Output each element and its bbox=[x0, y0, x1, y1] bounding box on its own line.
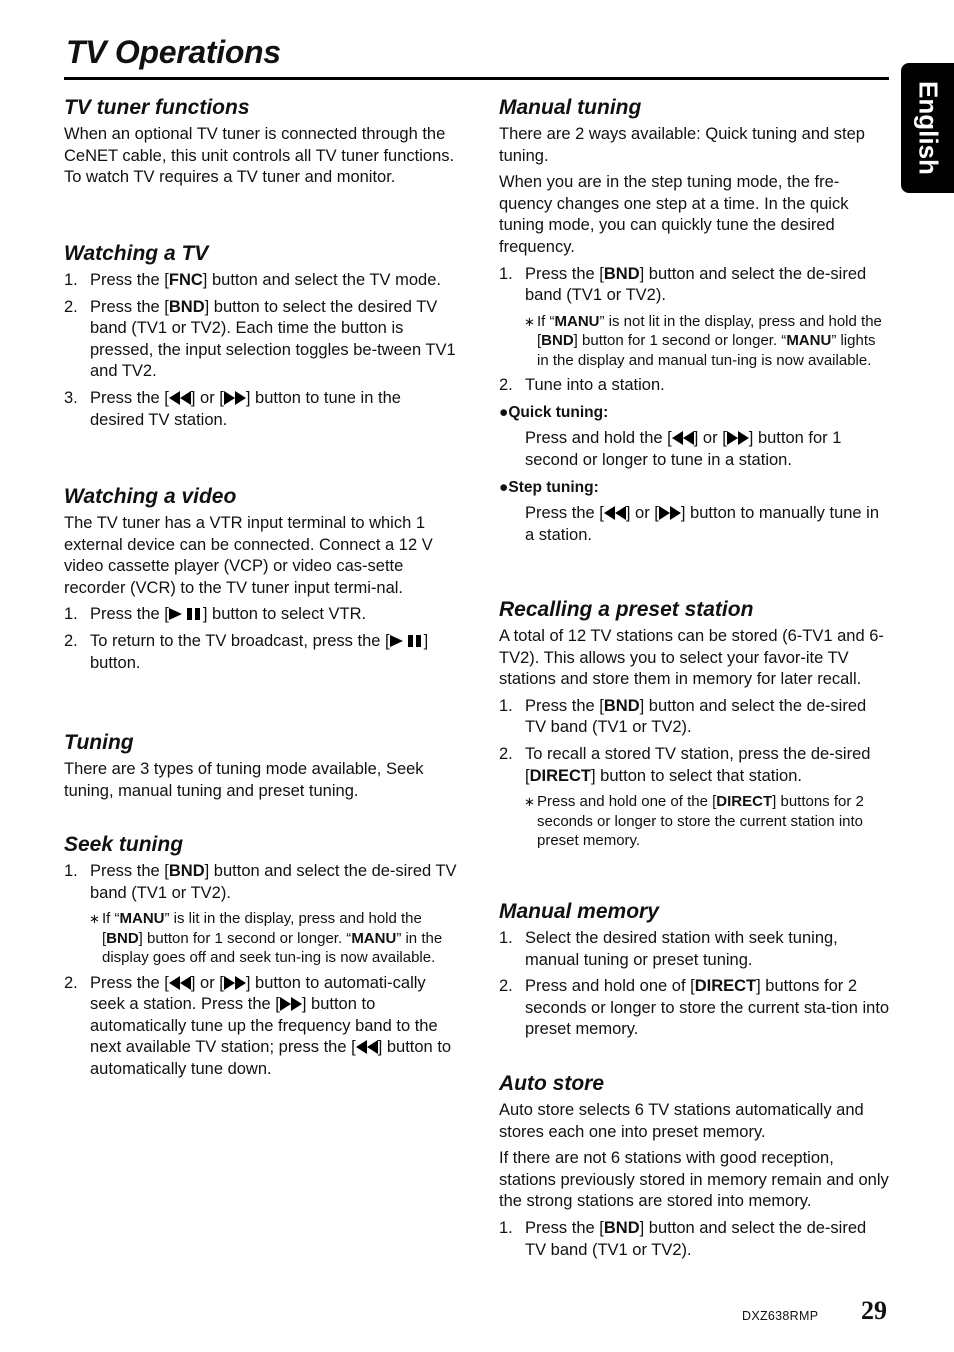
model-number: DXZ638RMP bbox=[742, 1309, 819, 1323]
page-number: 29 bbox=[861, 1296, 887, 1325]
bullet-heading: ●Step tuning: bbox=[499, 478, 599, 496]
text: Press the [ bbox=[90, 271, 169, 289]
indicator-label: MANU bbox=[786, 332, 832, 350]
list-item bbox=[499, 928, 891, 971]
note bbox=[64, 909, 458, 968]
play-pause-icon bbox=[169, 607, 203, 621]
text: Tune into a station. bbox=[525, 376, 665, 395]
step-list bbox=[499, 375, 891, 397]
section-heading: Recalling a preset station bbox=[499, 598, 754, 621]
bullet-text bbox=[499, 428, 891, 471]
asterisk: ∗ bbox=[524, 313, 535, 329]
button-label: FNC bbox=[168, 271, 203, 289]
item-number: 2. bbox=[499, 376, 513, 395]
item-number: 1. bbox=[499, 929, 513, 947]
rewind-icon bbox=[604, 506, 626, 520]
section-watching-a-tv bbox=[64, 238, 458, 436]
text: ] or [ bbox=[693, 429, 727, 448]
section-heading: Watching a TV bbox=[64, 242, 209, 265]
item-number: 2. bbox=[499, 977, 513, 996]
list-item bbox=[499, 264, 891, 307]
text: ] button to select the desired TV band (TV1 or TV2). Each time the button is pressed, the input selection toggles be-tween TV1 and TV2. bbox=[90, 297, 456, 381]
rewind-icon bbox=[356, 1040, 378, 1054]
section-heading: Seek tuning bbox=[64, 833, 184, 856]
list-item bbox=[64, 604, 458, 626]
list-item bbox=[499, 976, 891, 1041]
text: ] button to tune in the desired TV station. bbox=[90, 388, 401, 429]
bullet-heading: ●Quick tuning: bbox=[499, 403, 609, 421]
text: Press the [ bbox=[525, 696, 604, 715]
text: Press the [ bbox=[90, 973, 169, 992]
text: ] buttons for 2 seconds or longer to store the current station into preset memory. bbox=[537, 793, 864, 850]
asterisk: ∗ bbox=[89, 911, 100, 927]
text: ] button. bbox=[90, 631, 429, 672]
section-auto-store bbox=[499, 1068, 891, 1266]
button-label: BND bbox=[603, 1218, 640, 1237]
paragraph: When you are in the step tuning mode, the fre-quency changes one step at a time. In the quick tuning mode, you can quickly tune the desired frequency. bbox=[499, 173, 849, 256]
text: ] button to automati-cally seek a station. Press the [ bbox=[90, 973, 426, 1014]
list-item bbox=[64, 388, 458, 431]
list-item bbox=[64, 973, 458, 1081]
item-number: 2. bbox=[499, 744, 513, 763]
fast-forward-icon bbox=[224, 391, 246, 405]
button-label: BND bbox=[541, 332, 574, 350]
list-item bbox=[499, 375, 891, 397]
text: If “ bbox=[102, 910, 120, 928]
section-heading: Manual memory bbox=[499, 900, 659, 923]
text: ] button and select the de-sired TV band (TV1 or TV2). bbox=[525, 1218, 867, 1259]
fast-forward-icon bbox=[280, 997, 302, 1011]
text: To return to the TV broadcast, press the [ bbox=[90, 631, 390, 650]
item-number: 1. bbox=[499, 264, 513, 283]
item-number: 3. bbox=[64, 388, 78, 407]
item-number: 2. bbox=[64, 631, 78, 650]
paragraph: There are 3 types of tuning mode available, Seek tuning, manual tuning and preset tuning. bbox=[64, 760, 424, 800]
step-list bbox=[499, 1218, 891, 1261]
item-number: 1. bbox=[499, 696, 513, 715]
rewind-icon bbox=[672, 431, 694, 445]
list-item bbox=[499, 696, 891, 739]
section-heading: Tuning bbox=[64, 731, 134, 754]
text: ] button to manually tune in a station. bbox=[525, 504, 880, 544]
note bbox=[499, 312, 891, 371]
paragraph: There are 2 ways available: Quick tuning and step tuning. bbox=[499, 125, 865, 165]
text: ” is lit in the display, press and hold the [ bbox=[102, 910, 422, 947]
paragraph: A total of 12 TV stations can be stored (6-TV1 and 6-TV2). This allows you to select your favor-ite TV stations and store them in memory for later recall. bbox=[499, 627, 884, 689]
text: ] button for 1 second or longer. “ bbox=[573, 332, 787, 350]
text: Press the [ bbox=[90, 605, 169, 624]
text: ] button to select VTR. bbox=[202, 605, 367, 624]
paragraph: The TV tuner has a VTR input terminal to which 1 external device can be connected. Connect a 12 V video cassette player (VCP) or video cas-sette recorder (VCR) to the TV tuner input termi-nal. bbox=[64, 514, 433, 597]
fast-forward-icon bbox=[727, 431, 749, 445]
step-list bbox=[499, 264, 891, 307]
paragraph: When an optional TV tuner is connected through the CeNET cable, this unit controls all TV tuner functions. To watch TV requires a TV tuner and monitor. bbox=[64, 125, 455, 187]
section-manual-memory bbox=[499, 896, 891, 1046]
language-tab-label: English bbox=[913, 81, 943, 175]
list-item bbox=[64, 297, 458, 383]
text: ] button for 1 second or longer. “ bbox=[138, 929, 352, 947]
button-label: BND bbox=[603, 696, 640, 715]
fast-forward-icon bbox=[659, 506, 681, 520]
text: If “ bbox=[537, 312, 555, 330]
text: ] button to automatically tune up the frequency band to the next available TV station; press the [ bbox=[90, 995, 438, 1057]
list-item bbox=[64, 270, 458, 292]
text: ] button and select the de-sired TV band (TV1 or TV2). bbox=[90, 862, 457, 902]
item-number: 1. bbox=[64, 271, 78, 289]
step-list bbox=[64, 604, 458, 674]
text: Press the [ bbox=[90, 862, 169, 880]
text: ] button to automatically tune down. bbox=[90, 1038, 452, 1079]
button-label: BND bbox=[603, 264, 640, 283]
text: ] or [ bbox=[190, 388, 224, 407]
title-rule bbox=[64, 77, 889, 80]
text: Select the desired station with seek tuning, manual tuning or preset tuning. bbox=[525, 929, 838, 969]
text: ” in the display goes off and seek tun-ing is now available. bbox=[102, 929, 443, 967]
step-list bbox=[64, 861, 458, 904]
text: ] button and select the de-sired band (TV1 or TV2). bbox=[525, 264, 867, 305]
item-number: 1. bbox=[64, 605, 78, 624]
list-item bbox=[499, 1218, 891, 1261]
text: ] button for 1 second or longer to tune in a station. bbox=[525, 429, 842, 470]
section-recalling-a-preset-station bbox=[499, 594, 891, 856]
play-pause-icon bbox=[390, 634, 424, 648]
text: Press and hold one of [ bbox=[525, 977, 695, 996]
text: ] button and select the TV mode. bbox=[202, 271, 441, 289]
text: ” is not lit in the display, press and hold the [ bbox=[537, 312, 882, 350]
text: To recall a stored TV station, press the de-sired [ bbox=[525, 744, 871, 785]
button-label: BND bbox=[168, 297, 205, 316]
item-number: 2. bbox=[64, 973, 78, 992]
item-number: 1. bbox=[499, 1218, 513, 1237]
indicator-label: MANU bbox=[351, 929, 397, 947]
language-tab bbox=[901, 63, 954, 193]
section-tuning bbox=[64, 727, 458, 807]
rewind-icon bbox=[169, 976, 191, 990]
list-item bbox=[499, 744, 891, 787]
text: Press and hold the [ bbox=[525, 429, 672, 448]
list-item bbox=[64, 631, 458, 674]
paragraph: If there are not 6 stations with good reception, stations previously stored in memory remain and only the strong stations are stored into memory. bbox=[499, 1149, 889, 1211]
note bbox=[499, 792, 891, 851]
button-label: DIRECT bbox=[694, 977, 757, 996]
item-number: 1. bbox=[64, 862, 78, 880]
bullet-text bbox=[499, 503, 891, 546]
indicator-label: MANU bbox=[554, 312, 600, 330]
section-heading: Watching a video bbox=[64, 485, 237, 508]
button-label: BND bbox=[106, 929, 139, 947]
text: ] button and select the de-sired TV band (TV1 or TV2). bbox=[525, 696, 867, 737]
rewind-icon bbox=[169, 391, 191, 405]
text: Press the [ bbox=[525, 264, 604, 283]
text: ” lights in the display and manual tun-ing is now available. bbox=[537, 332, 876, 369]
section-heading: Auto store bbox=[499, 1072, 604, 1095]
section-heading: TV tuner functions bbox=[64, 96, 250, 119]
button-label: BND bbox=[168, 862, 205, 880]
item-number: 2. bbox=[64, 297, 78, 316]
step-list bbox=[64, 270, 458, 431]
text: Press and hold one of the [ bbox=[537, 793, 717, 811]
fast-forward-icon bbox=[224, 976, 246, 990]
list-item bbox=[64, 861, 458, 904]
text: Press the [ bbox=[90, 297, 169, 316]
button-label: DIRECT bbox=[529, 766, 592, 785]
asterisk: ∗ bbox=[524, 794, 535, 810]
section-manual-tuning bbox=[499, 92, 891, 551]
text: ] or [ bbox=[190, 973, 224, 992]
text: Press the [ bbox=[525, 504, 604, 523]
step-list bbox=[64, 973, 458, 1081]
section-tv-tuner-functions bbox=[64, 92, 458, 194]
text: Press the [ bbox=[525, 1218, 604, 1237]
section-watching-a-video bbox=[64, 481, 458, 679]
text: ] buttons for 2 seconds or longer to store the current sta-tion into preset memory. bbox=[525, 977, 890, 1039]
page-title: TV Operations bbox=[66, 34, 281, 70]
text: Press the [ bbox=[90, 388, 169, 407]
button-label: DIRECT bbox=[716, 793, 773, 811]
step-list bbox=[499, 696, 891, 787]
paragraph: Auto store selects 6 TV stations automatically and stores each one into preset memory. bbox=[499, 1101, 864, 1141]
text: ] or [ bbox=[625, 504, 659, 523]
section-heading: Manual tuning bbox=[499, 96, 642, 119]
text: ] button to select that station. bbox=[591, 766, 802, 785]
indicator-label: MANU bbox=[119, 910, 165, 928]
step-list bbox=[499, 928, 891, 1041]
section-seek-tuning bbox=[64, 829, 458, 1086]
